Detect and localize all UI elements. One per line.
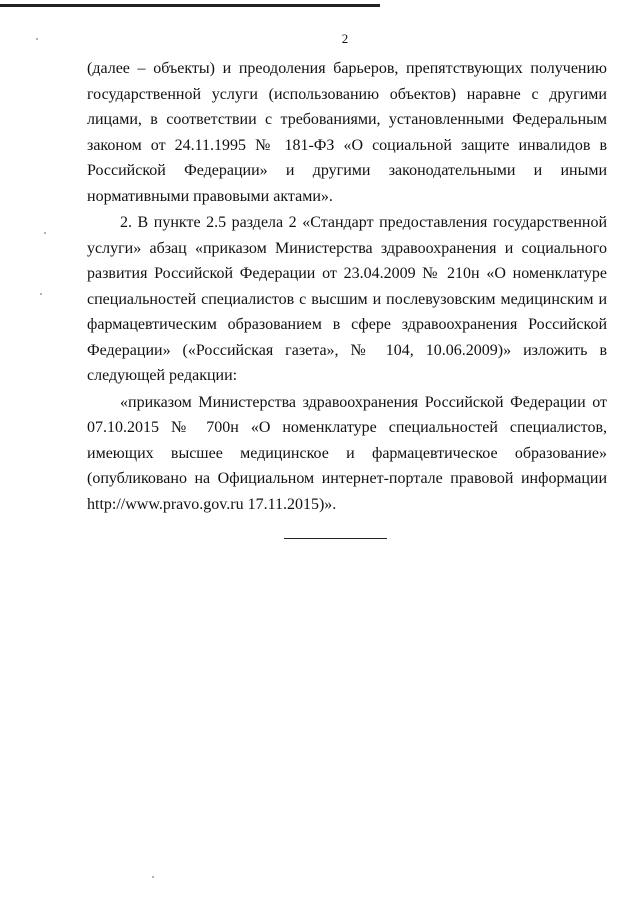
page-number: 2 (341, 31, 349, 46)
document-body (87, 56, 607, 517)
closing-rule (284, 538, 387, 539)
scan-speck (40, 293, 42, 295)
scan-speck (152, 876, 154, 878)
top-border-rule (0, 4, 380, 7)
scan-speck (36, 38, 38, 40)
paragraph-new-wording: «приказом Министерства здравоохранения Российской Федерации от 07.10.2015 № 700н «О номенклатуре специальностей специалистов, имеющих высшее медицинское и фармацевтическое образование» (опубликовано на Официальном интернет-портале правовой информации http://www.pravo.gov.ru 17.11.2015)». (87, 393, 607, 513)
paragraph-continuation: (далее – объекты) и преодоления барьеров, препятствующих получению государственной услуги (использованию объектов) наравне с другими лицами, в соответствии с требованиями, установленными Федеральным законом от 24.11.1995 № 181-ФЗ «О социальной защите инвалидов в Российской Федерации» и другими законодательными и иными нормативными правовыми актами». (87, 60, 607, 205)
scan-speck (44, 232, 46, 234)
paragraph-item-2: 2. В пункте 2.5 раздела 2 «Стандарт предоставления государственной услуги» абзац «приказом Министерства здравоохранения и социального развития Российской Федерации от 23.04.2009 № 210н «О номенклатуре специальностей специалистов с высшим и послевузовским медицинским и фармацевтическим образованием в сфере здравоохранения Российской Федерации» («Российская газета», № 104, 10.06.2009)» изложить в следующей редакции: (87, 214, 607, 384)
